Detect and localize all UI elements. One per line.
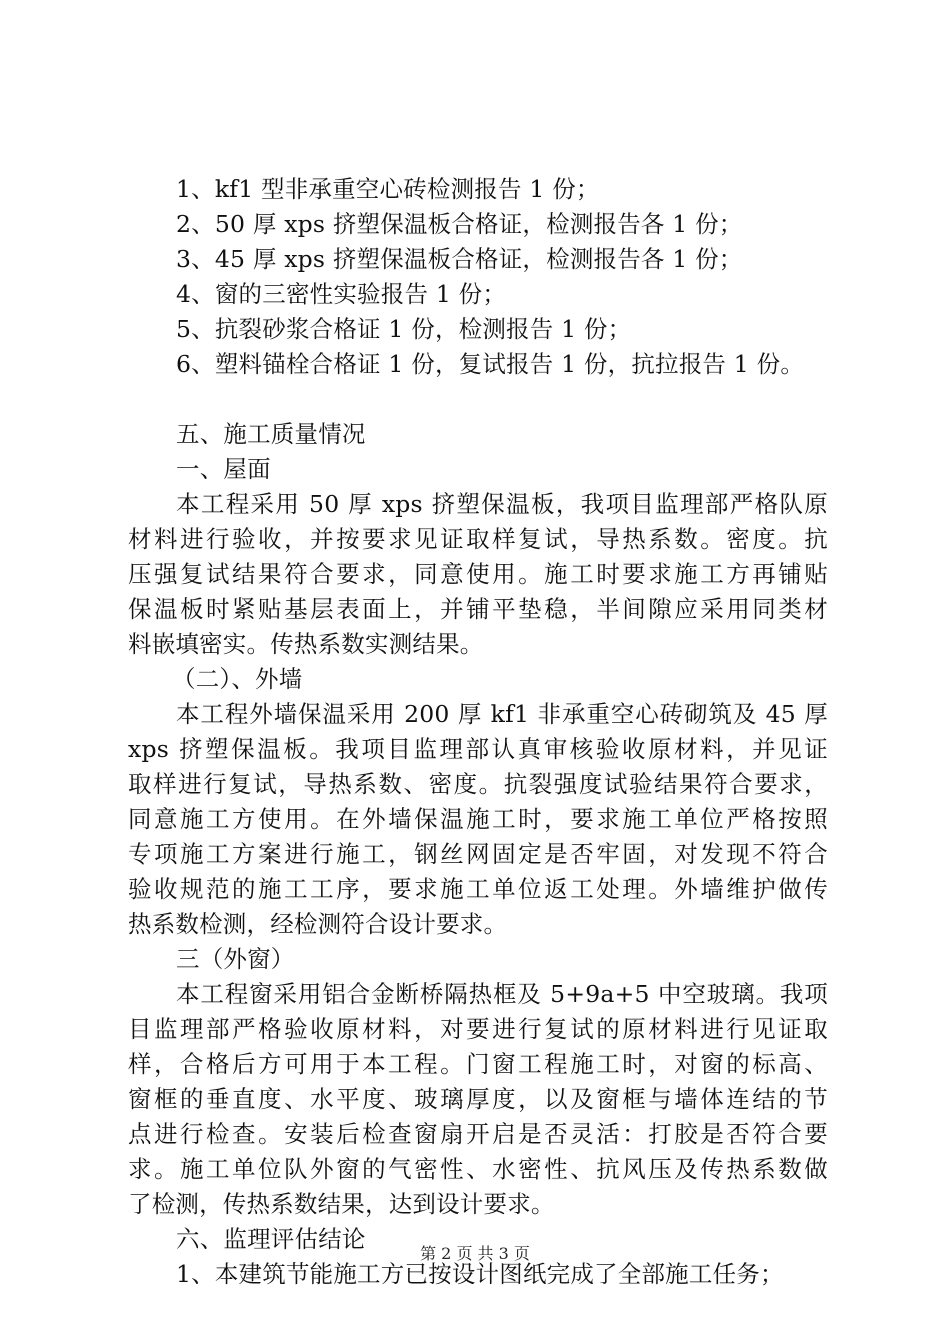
list-item: 3、45 厚 xps 挤塑保温板合格证，检测报告各 1 份； <box>176 245 743 273</box>
list-item: 5、抗裂砂浆合格证 1 份，检测报告 1 份； <box>176 315 632 343</box>
paragraph-line: 窗框的垂直度、水平度、玻璃厚度，以及窗框与墙体连结的节 <box>128 1085 828 1113</box>
paragraph-line: 本工程外墙保温采用 200 厚 kf1 非承重空心砖砌筑及 45 厚 <box>176 700 828 728</box>
paragraph-line: 专项施工方案进行施工，钢丝网固定是否牢固，对发现不符合 <box>128 840 828 868</box>
document-body <box>128 172 828 1292</box>
list-item: 1、kf1 型非承重空心砖检测报告 1 份； <box>176 175 600 203</box>
list-item: 2、50 厚 xps 挤塑保温板合格证，检测报告各 1 份； <box>176 210 743 238</box>
subheading-wall: （二）、外墙 <box>172 665 303 693</box>
paragraph-line: 目监理部严格验收原材料，对要进行复试的原材料进行见证取 <box>128 1015 828 1043</box>
paragraph-line: xps 挤塑保温板。我项目监理部认真审核验收原材料，并见证 <box>128 735 828 763</box>
list-item: 6、塑料锚栓合格证 1 份，复试报告 1 份，抗拉报告 1 份。 <box>176 350 805 378</box>
page-number-footer: 第 2 页 共 3 页 <box>420 1244 530 1263</box>
paragraph-gap <box>128 382 828 417</box>
paragraph-line: 点进行检查。安装后检查窗扇开启是否灵活：打胶是否符合要 <box>128 1120 828 1148</box>
section-heading-conclusion: 六、监理评估结论 <box>176 1225 366 1253</box>
list-item: 4、窗的三密性实验报告 1 份； <box>176 280 507 308</box>
paragraph-line: 材料进行验收，并按要求见证取样复试，导热系数。密度。抗 <box>128 525 828 553</box>
paragraph-line: 了检测，传热系数结果，达到设计要求。 <box>128 1190 555 1218</box>
section-heading-quality: 五、施工质量情况 <box>176 420 366 448</box>
paragraph-line: 料嵌填密实。传热系数实测结果。 <box>128 630 484 658</box>
paragraph-line: 保温板时紧贴基层表面上，并铺平垫稳，半间隙应采用同类材 <box>128 595 828 623</box>
paragraph-line: 同意施工方使用。在外墙保温施工时，要求施工单位严格按照 <box>128 805 828 833</box>
paragraph-line: 本工程采用 50 厚 xps 挤塑保温板，我项目监理部严格队原 <box>176 490 828 518</box>
subheading-window: 三（外窗） <box>176 945 295 973</box>
paragraph-line: 取样进行复试，导热系数、密度。抗裂强度试验结果符合要求， <box>128 770 828 798</box>
paragraph-line: 本工程窗采用铝合金断桥隔热框及 5+9a+5 中空玻璃。我项 <box>176 980 828 1008</box>
paragraph-line: 验收规范的施工工序，要求施工单位返工处理。外墙维护做传 <box>128 875 828 903</box>
paragraph-line: 求。施工单位队外窗的气密性、水密性、抗风压及传热系数做 <box>128 1155 828 1183</box>
subheading-roof: 一、屋面 <box>176 455 271 483</box>
paragraph-line: 样，合格后方可用于本工程。门窗工程施工时，对窗的标高、 <box>128 1050 828 1078</box>
paragraph-line: 热系数检测，经检测符合设计要求。 <box>128 910 508 938</box>
list-item: 1、本建筑节能施工方已按设计图纸完成了全部施工任务； <box>176 1260 784 1288</box>
paragraph-line: 压强复试结果符合要求，同意使用。施工时要求施工方再铺贴 <box>128 560 828 588</box>
